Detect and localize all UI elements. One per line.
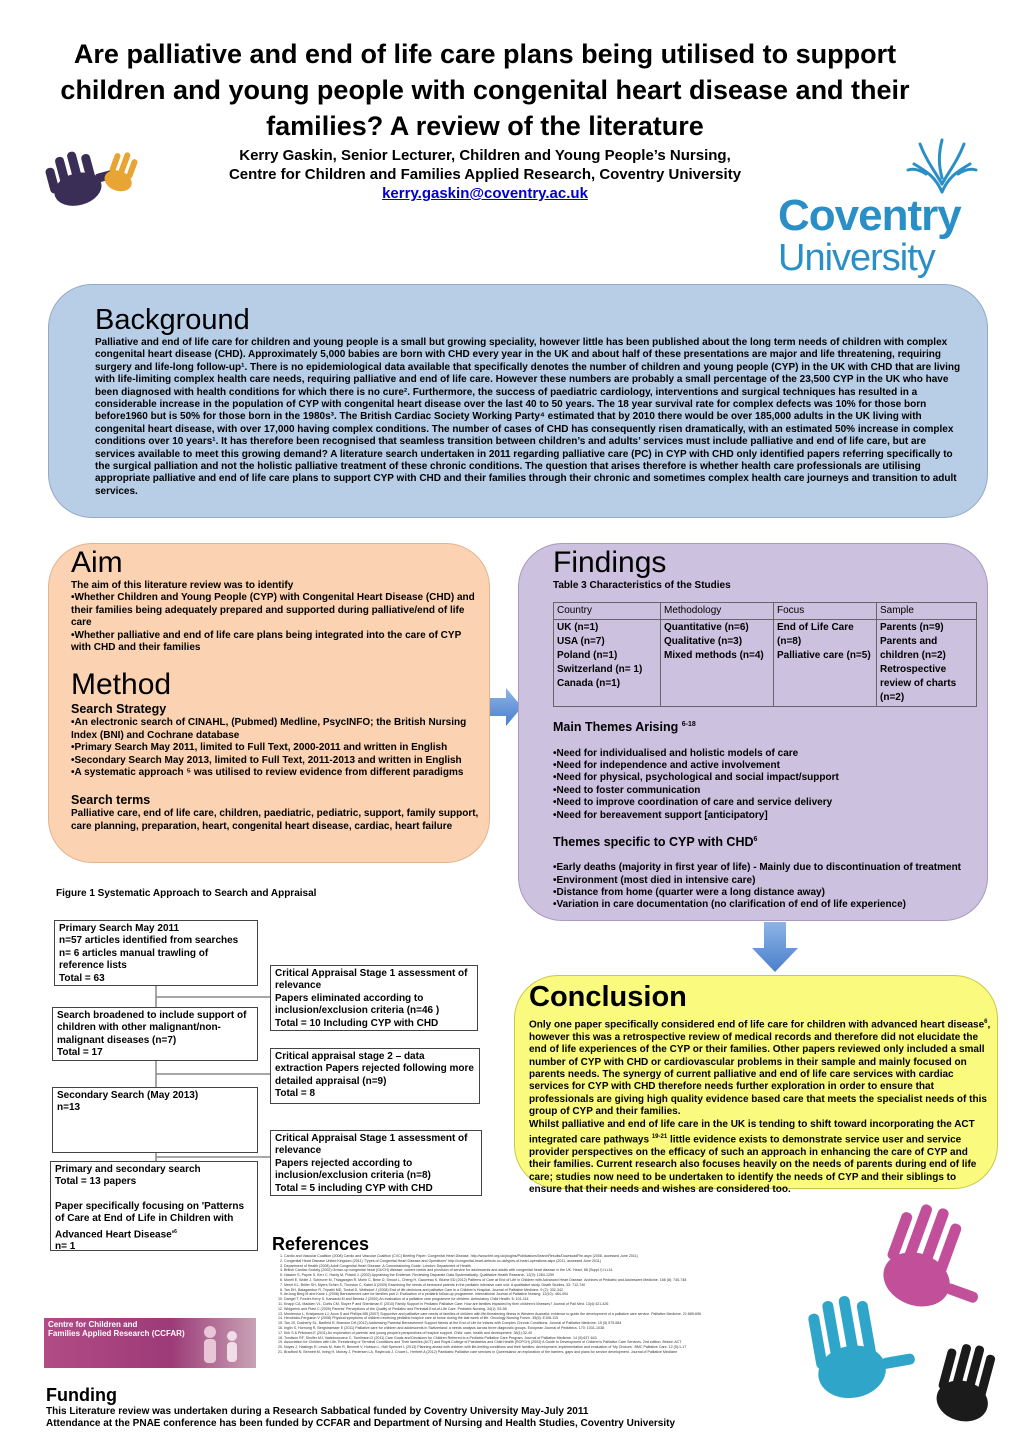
characteristics-table (553, 602, 977, 707)
ccfar-figures-icon (194, 1322, 254, 1366)
flow-line: n= 1 (55, 1241, 76, 1253)
flow-line: Secondary Search (May 2013) (57, 1090, 199, 1101)
flow-line: Primary Search May 2011 (59, 923, 180, 934)
specific-theme-item: •Distance from home (quarter were a long distance away) (553, 886, 825, 898)
reference-item: 18. Tomlison RF, Sholfer MJ, Vadeboncoeur C, Tomlinson D (2011) Care Goals and Decisions for Children Referred to a Pediatric Palliative Care Program. Journal of Palliative Medicine. 14 (5):637-643 (284, 1336, 772, 1341)
flow-line: Critical Appraisal Stage 1 assessment of relevance (275, 968, 468, 992)
cell-line: Quantitative (n=6) (664, 622, 749, 634)
table-cell-country (554, 620, 661, 707)
cell-line: Mixed methods (n=4) (664, 650, 764, 662)
cell-line: USA (n=7) (557, 636, 605, 648)
reference-item: 16. Inglin S, Hornung R, Bergstraesser E (2011) Palliative care for children and adolescents in Switzerland: a needs analysis across three diagnostic groups. European Journal of Pediatrics. 170: 1031-1038 (284, 1326, 772, 1331)
main-themes-title: Main Themes Arising (553, 720, 679, 735)
flow-line: Total = 5 including CYP with CHD (275, 1182, 433, 1194)
flow-box-appraisal-stage2 (270, 1048, 480, 1104)
flow-line (55, 1201, 253, 1242)
reference-item: 10. Dangel T, Fowler-Kerry S, Karwacki M and Bereda J (2000) An evaluation of a palliative care programme for children. Ambulatory Child Health. 6: 101-114 (284, 1297, 772, 1302)
cell-line: review of charts (880, 678, 957, 690)
theme-item: •Need for independence and active involvement (553, 759, 780, 771)
author-block (150, 146, 820, 203)
flow-box-appraisal-stage1 (270, 965, 478, 1031)
search-terms-heading: Search terms (71, 793, 151, 808)
theme-item: •Need for individualised and holistic models of care (553, 747, 799, 759)
flow-line: n=57 articles identified from searches (59, 935, 239, 947)
reference-item: 11. Knapp CA, Madden VL, Curtis CM, Sloyer P and Shenkman E (2010) Family Support in Pediatric Palliative Care: How are families impacted by their children's illnesses? Journal of Pall Med. 13(4):421-426 (284, 1302, 772, 1307)
aim-heading: Aim (71, 546, 123, 579)
table-cell-focus (774, 620, 877, 707)
conclusion-text: Whilst palliative and end of life care in the UK is tending to shift toward incorporating the ACT integrated care pathways (529, 1118, 975, 1146)
strategy-bullet-4: •A systematic approach ⁵ was utilised to review evidence from different paradigms (71, 767, 464, 779)
aim-bullet-2: •Whether palliative and end of life care plans being integrated into the care of CYP with CHD and their families (71, 629, 462, 654)
main-themes-heading (553, 717, 983, 735)
reference-item: 9. deJong Berg M and Kane L (2006) Bereavement care for families part 2: Evaluation of a pediatric follow-up programme. International Journal of Palliative Nursing. 12(10): 484-494 (284, 1292, 772, 1297)
reference-item: 12. Widgerink and Plast C (2009) Parents' Perceptions of the Quality of Pediatric and Perinatal End-of-Life Care. Pediatric Nursing. 34(1): 53-58 (284, 1307, 772, 1312)
ccfar-banner (44, 1318, 256, 1368)
aim-bullet-1: •Whether Children and Young People (CYP) with Congenital Heart Disease (CHD) and their families being adequately prepared and supported during palliative/end of life care (71, 592, 475, 629)
cell-line: Qualitative (n=3) (664, 636, 743, 648)
references-heading: References (272, 1234, 370, 1254)
specific-theme-item: •Environment (most died in intensive care) (553, 874, 756, 886)
ccfar-line-2: Families Applied Research (CCFAR) (48, 1329, 185, 1338)
cell-line: (n=2) (880, 692, 905, 704)
reference-item: 3. Department of Health (2008) Adult Congenital Heart Disease. A Commissioning Guide. London: Department of Health (284, 1264, 772, 1269)
reference-item: 13. Monteroso L, Kristjanson LJ, Aoun S and Phillips MB (2007) Supportive and palliative care needs of families of children with life-threatening illness in Western Australia: evidence to guide the development of a palliative care service. Palliative Medicine. 21:689-696 (284, 1312, 772, 1317)
specific-themes-title: Themes specific to CYP with CHD (553, 835, 754, 850)
flow-line: Primary and secondary search (55, 1164, 201, 1175)
flow-line: Total = 17 (57, 1047, 103, 1059)
handprints-icon-bottom-right (780, 1180, 1020, 1442)
handprint-icon-top-left (22, 140, 152, 220)
flow-box-primary-search (54, 920, 258, 986)
strategy-bullet-1: •An electronic search of CINAHL, (Pubmed) Medline, PsycINFO; the British Nursing Index (BNI) and Cochrane database (71, 717, 467, 741)
references-list (272, 1254, 772, 1355)
table-row (554, 620, 977, 707)
conclusion-text: Only one paper specifically considered end of life care for children with advanced heart disease (529, 1019, 985, 1031)
reference-item: 7. Meert KL, Briller SH, Myers Schim S, Thurston C, Kabel A (2009) Examining the needs of bereaved parents in the pediatric intensive care unit: A qualitative study. Death Studies. 33: 712-740 (284, 1283, 772, 1288)
flow-line: n=13 (57, 1102, 81, 1114)
cell-line: Palliative care (n=5) (777, 650, 871, 662)
reference-item: 19. Association for Children with Life-Threatening or Terminal Conditions and Their families (ACT) and Royal College of Paediatrics and Child Health (RCPCH) (2003) A Guide to Development of Children's Palliative Care Services. 2nd edition. Bristol: ACT (284, 1340, 772, 1345)
reference-item: 20. Noyes J, Hastings R, Lewis M, Hain R, Bennett V, Hobson L, Hall Spencer L (2013) Planning ahead with children with life-limiting conditions and their families: development, implementation and evaluation of 'My Choices'. BMC Palliative Care. 12 (5):1-17 (284, 1345, 772, 1350)
reference-item: 14. Hendricks-Ferguson V (2008) Physical symptoms of children receiving pediatric hospice care at home during the last week of life. Oncology Nursing Forum. 35(6): E108-115 (284, 1316, 772, 1321)
reference-item: 8. Tan DH, Balagambur R, Tripathi MD, Tonkal D, Wolfsdorf J (2008) End of life decisions and palliative Care in a Children's Hospital. Journal of Palliative Medicine. 9 (2): 332-342 (284, 1288, 772, 1293)
author-email-link[interactable]: kerry.gaskin@coventry.ac.uk (382, 185, 588, 202)
reference-item: 17. Kirk S & Pritchard E (2011) An exploration of parents' and young people's perspectives of hospice support. Child: care, health and development. 38(1):32-40 (284, 1331, 772, 1336)
funding-block (46, 1384, 806, 1431)
flow-box-appraisal-secondary (270, 1130, 482, 1196)
cell-line: Retrospective (880, 664, 947, 676)
background-text: Palliative and end of life care for children and young people is a small but growing speciality, however little has been published about the long term needs of children with complex congenital heart disease (CHD). Approximately 5,000 babies are born with CHD every year in the UK and about half of these presentations are major and life threatening, requiring surgery and life-long follow-up¹. There is no epidemiological data available that specifically denotes the number of children and young people (CYP) in the UK with CHD that are living with life-limiting complex health care needs, requiring palliative and end of life care. However these numbers are probably a small percentage of the 23,500 CYP in the UK who have been diagnosed with health conditions for which there is no cure². Furthermore, the success of paediatric cardiology, interventions and surgical techniques has resulted in a considerable increase in the population of CYP with congenital heart disease over the last 40 to 50 years. The 18 year survival rate for complex defects was 10% for those born before1960 but is 50% for those born in the 1980s³. The British Cardiac Society Working Party⁴ estimated that by 2010 there would be over 185,000 adults in the UK living with congenital heart disease, with over 17,000 having complex conditions. The number of cases of CHD has consequently risen dramatically, with an estimated 50% increase in complex conditions over 10 years¹. It has therefore been recognised that seamless transition between children’s and adults’ services must include palliative and end of life care, but are services available to meet this growing demand? A literature search undertaken in 2011 regarding palliative care (PC) in CYP with CHD only identified papers referring specifically to the surgical palliation and not the holistic palliative treatment of these chronic conditions. The question that arises therefore is whether health care professionals are utilising appropriate palliative and end of life care plans to support CYP with CHD and their families through their chronic and sometimes complex health care journeys and transition to adult services. (95, 337, 961, 497)
cell-line: Switzerland (n= 1) (557, 664, 643, 676)
reference-item: 5. Hawker S, Payne S, Kerr C, Hardy M, Powell J. (2002) Appraising the Evidence: Reviewing Disparate Data Systematically. Qualitative Health Research. 12(9): 1284-1299 (284, 1273, 772, 1278)
flow-line: Critical appraisal stage 2 – data extraction Papers rejected following more detailed appraisal (n=9) (275, 1051, 474, 1087)
table-header-cell: Methodology (661, 603, 774, 620)
funding-line-1: This Literature review was undertaken during a Research Sabbatical funded by Coventry University May-July 2011 (46, 1406, 589, 1417)
background-panel (48, 284, 988, 518)
arrow-down-icon (752, 922, 798, 972)
conclusion-panel (514, 975, 998, 1195)
flow-line: Total = 8 (275, 1088, 316, 1100)
coventry-university-logo (778, 191, 961, 279)
cell-line: children (n=2) (880, 650, 946, 662)
cell-line: Poland (n=1) (557, 650, 618, 662)
conclusion-ref: 19-21 (651, 1133, 668, 1140)
table-header-row (554, 603, 977, 620)
specific-theme-item: •Early deaths (majority in first year of life) - Mainly due to discontinuation of treatment (553, 862, 962, 874)
table-header-cell: Focus (774, 603, 877, 620)
table-caption: Table 3 Characteristics of the Studies (553, 580, 731, 591)
background-heading: Background (95, 304, 250, 336)
ccfar-line-1: Centre for Children and (48, 1320, 138, 1329)
flow-line: Total = 63 (59, 972, 105, 984)
flow-box-secondary-search (52, 1087, 258, 1153)
theme-item: •Need to foster communication (553, 784, 701, 796)
table-header-cell: Sample (877, 603, 977, 620)
flow-line: n= 6 articles manual trawling of reference lists (59, 947, 209, 972)
flow-line: Total = 10 Including CYP with CHD (275, 1017, 439, 1029)
author-line-1: Kerry Gaskin, Senior Lecturer, Children and Young People’s Nursing, (239, 147, 731, 164)
author-line-2: Centre for Children and Families Applied Research, Coventry University (228, 166, 742, 183)
cell-line: UK (n=1) (557, 622, 599, 634)
conclusion-text: little evidence exists to demonstrate service user and service provider perspectives on the efficacy of such an approach in enhancing the care of CYP and their families. Current research also focuses heavily on the needs of parents during end of life care; studies now need to be undertaken to identify the needs of CYP and their siblings to ensure that their needs and wishes are considered too. (529, 1134, 977, 1195)
reference-item: 6. Morell E, Wolfe J, Scheurer M, Thiagarajan R, Morin C, Beke D, Smoot L, Cheng H, Gauvreau K, Blume ED (2012) Patterns of Care at End of Life in Children with Advanced Heart Disease. Archives of Pediatric and Adolescent Medicine. 166 (8): 745-748 (284, 1278, 772, 1283)
aim-intro: The aim of this literature review was to identify (71, 580, 294, 591)
flow-box-primary-secondary (50, 1161, 258, 1251)
search-terms-text: Palliative care, end of life care, children, paediatric, pediatric, support, family support, care planning, preparation, heart, congenital heart disease, cardiac, heart failure (71, 808, 479, 832)
references-ol (272, 1254, 772, 1355)
search-strategy-heading: Search Strategy (71, 702, 167, 717)
reference-item: 1. Cardio and Vascular Coalition (2008) Cardio and Vascular Coalition (CVC) Briefing Paper: Congenital Heart Disease. http://www.bhf.org.uk/plugins/PublicationsSearchResults/DownloadFile.aspx (2008, accessed June 2011) (284, 1254, 772, 1259)
table-header-cell: Country (554, 603, 661, 620)
findings-heading: Findings (553, 546, 667, 579)
cell-line: End of Life Care (777, 622, 854, 634)
theme-item: •Need for physical, psychological and social impact/support (553, 772, 839, 784)
conclusion-paragraph-1 (529, 1016, 991, 1119)
table-cell-sample (877, 620, 977, 707)
flow-line (55, 1189, 253, 1201)
flow-ref: 6 (174, 1228, 177, 1235)
logo-word-university: University (778, 237, 935, 279)
conclusion-heading: Conclusion (529, 981, 687, 1013)
flow-box-search-broadened (52, 1007, 258, 1061)
cell-line: Parents (n=9) (880, 622, 944, 634)
cell-line: (n=8) (777, 636, 802, 648)
flow-line: Search broadened to include support of children with other malignant/non-malignant diseases (n=7) (57, 1010, 247, 1046)
conclusion-ref: 6 (984, 1019, 988, 1025)
poster-title: Are palliative and end of life care plans being utilised to support children and young people with congenital heart disease and their families? A review of the literature (60, 39, 910, 141)
specific-themes-ref: 6 (753, 836, 758, 843)
flow-text: Paper specifically focusing on 'Patterns of Care at End of Life in Children with Advanced Heart Disease' (55, 1200, 245, 1240)
specific-theme-item: •Variation in care documentation (no clarification of end of life experience) (553, 899, 907, 911)
logo-word-coventry: Coventry (778, 191, 961, 240)
reference-item: 2. Congenital Heart Disease United Kingdom (2011) "Types of Congenital Heart Disease and Operations" http://congenital-heart-defects.co.uk/types-of-heart-operations.aspx (2011, accessed June 2011) (284, 1259, 772, 1264)
flow-line: Papers eliminated according to inclusion/exclusion criteria (n=46 ) (275, 992, 440, 1017)
cell-line: Canada (n=1) (557, 678, 621, 690)
funding-line-2: Attendance at the PNAE conference has been funded by CCFAR and Department of Nursing and Health Studies, Coventry University (46, 1418, 675, 1430)
funding-heading: Funding (46, 1385, 117, 1405)
cell-line: Parents and (880, 636, 938, 648)
theme-item: •Need for bereavement support [anticipatory] (553, 809, 768, 821)
flow-line: Total = 13 papers (55, 1176, 137, 1188)
strategy-bullet-2: •Primary Search May 2011, limited to Full Text, 2000-2011 and written in English (71, 742, 448, 754)
theme-item: •Need to improve coordination of care and service delivery (553, 797, 833, 809)
figure-caption: Figure 1 Systematic Approach to Search and Appraisal (56, 888, 317, 899)
main-themes-ref: 6-18 (681, 721, 696, 729)
flow-line: Critical Appraisal Stage 1 assessment of relevance (275, 1133, 468, 1157)
reference-item: 21. Bradford N, Bennett M, Irving H, Murray J, Pedersen LA, Raybrook J, Crowe L, Herbert A (2012) Paediatric Palliative care services in Queensland: an exploration of the barriers, gaps and plans for service development. Journal of Palliative Medicine (284, 1350, 772, 1355)
strategy-bullet-3: •Secondary Search May 2013, limited to Full Text, 2011-2013 and written in English (71, 754, 462, 766)
method-heading: Method (71, 668, 172, 702)
flow-line: Papers rejected according to inclusion/exclusion criteria (n=8) (275, 1157, 431, 1182)
reference-item: 15. Tan JS, Docherty SL, Barfield R, Brandon DH (2012) Addressing Parental Bereavement Support Needs at the End of Life for Infants with Complex Chronic Conditions. Journal of Palliative Medicine. 15 (5) 579-584 (284, 1321, 772, 1326)
conclusion-text: , however this was a retrospective review of medical records and therefore did not elucidate the end of life experiences of the CYP or their families. Other papers reviewed only included a small number of CYP with CHD or cardiovascular problems in their sample and mainly focused on parents needs. The synergy of current palliative and end of life care services with cardiac services for CYP with CHD therefore needs further exploration in order to ensure that professionals are giving high quality evidence based care that meets the specialist needs of this group of CYP and their families. (529, 1019, 991, 1118)
table-cell-methodology (661, 620, 774, 707)
aim-method-panel (48, 543, 490, 863)
specific-themes-heading (553, 832, 983, 850)
findings-panel (518, 543, 988, 921)
reference-item: 4. British Cardiac Society (2002) Grown-up congenital heart (GUCH) disease: current needs and provision of service for adolescents and adults with congenital heart disease in the UK. Heart, 88 (Suppl I) i1-i14. (284, 1268, 772, 1273)
